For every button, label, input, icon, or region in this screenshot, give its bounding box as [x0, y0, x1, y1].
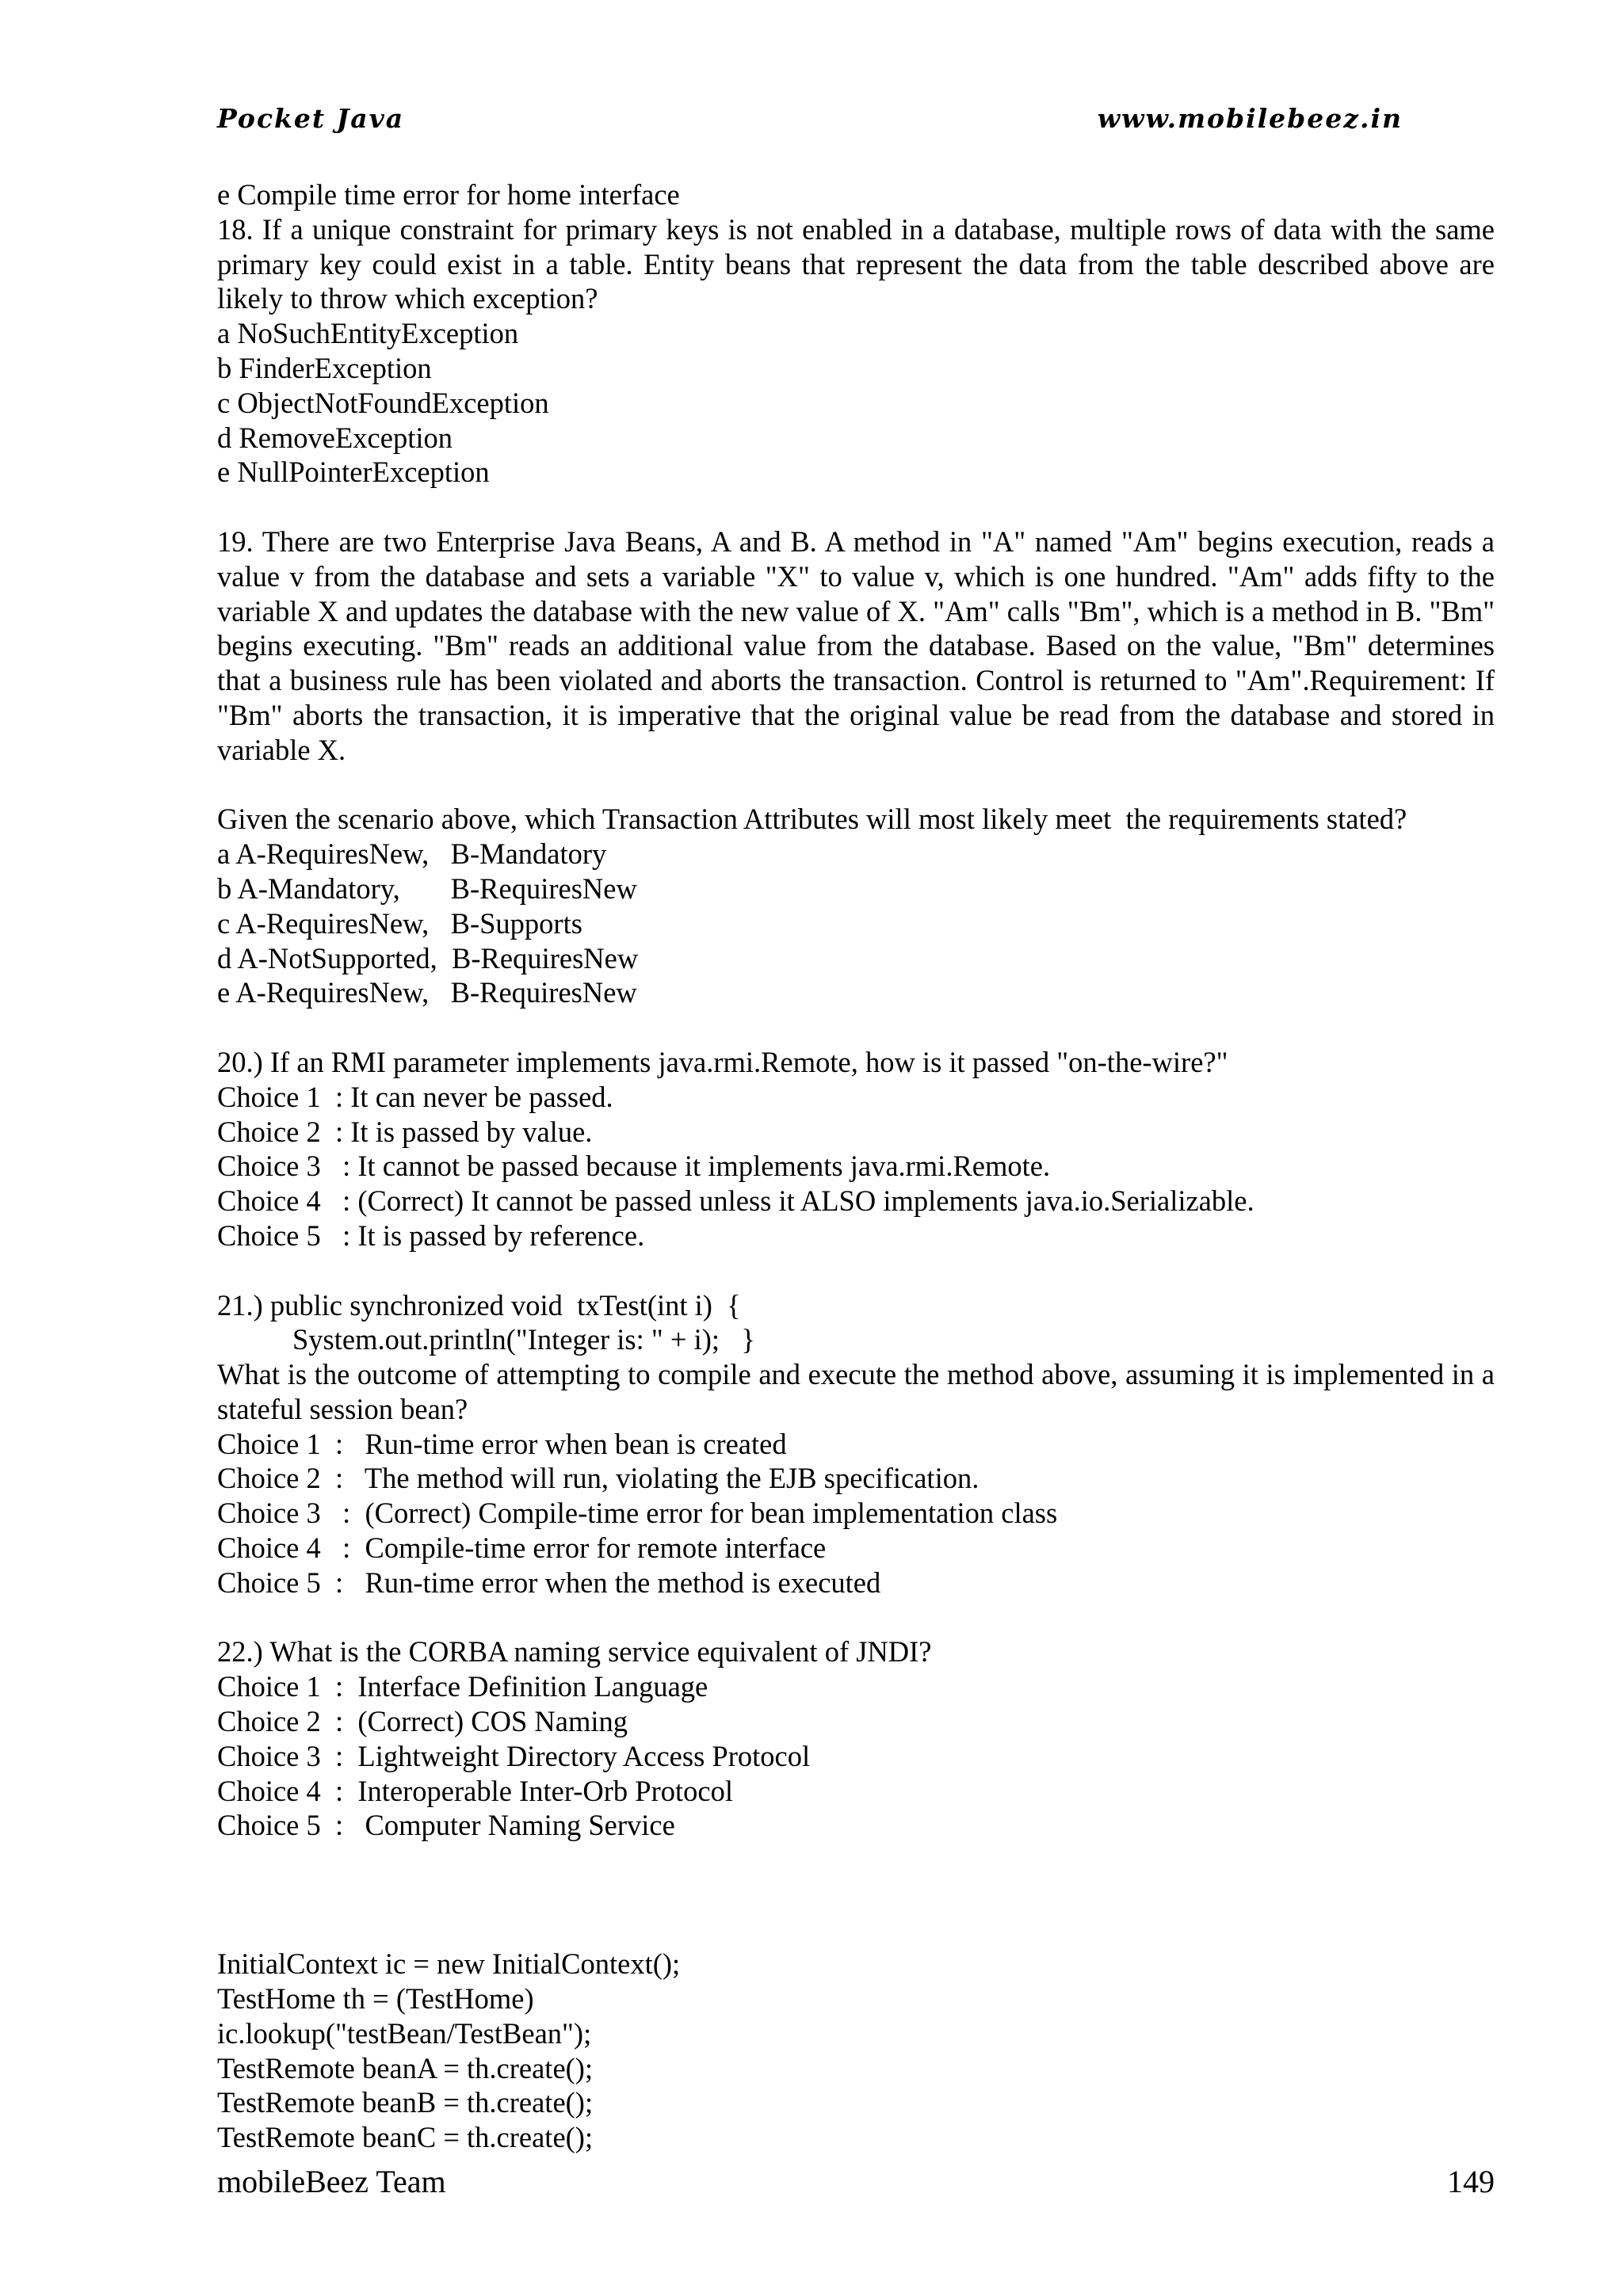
question-21-text: What is the outcome of attempting to compile and execute the method above, assuming it is implemented in a stateful session bean? [217, 1358, 1495, 1425]
question-21-choice-1: Choice 1 : Run-time error when bean is created [217, 1427, 787, 1460]
question-18-option-a: a NoSuchEntityException [217, 317, 519, 350]
header-title: Pocket Java [217, 103, 405, 134]
question-20-choice-2: Choice 2 : It is passed by value. [217, 1115, 593, 1148]
question-19-option-b: b A-Mandatory, B-RequiresNew [217, 871, 637, 905]
spacer [217, 1600, 1495, 1635]
question-22-text: 22.) What is the CORBA naming service equivalent of JNDI? [217, 1635, 932, 1669]
question-20-choice-4: Choice 4 : (Correct) It cannot be passed unless it ALSO implements java.io.Serializable. [217, 1184, 1254, 1218]
question-19-option-e: e A-RequiresNew, B-RequiresNew [217, 976, 637, 1009]
question-18-option-e: e NullPointerException [217, 456, 490, 489]
question-20-text: 20.) If an RMI parameter implements java.rmi.Remote, how is it passed "on-the-wire?" [217, 1045, 1228, 1078]
question-21-choice-5: Choice 5 : Run-time error when the method is executed [217, 1566, 881, 1599]
page-footer [217, 2163, 1495, 2203]
spacer [217, 1843, 1495, 1947]
question-20-choice-1: Choice 1 : It can never be passed. [217, 1080, 613, 1113]
spacer [217, 1010, 1495, 1045]
page-content [217, 177, 1495, 2155]
spacer [217, 490, 1495, 524]
question-21-choice-3: Choice 3 : (Correct) Compile-time error for bean implementation class [217, 1497, 1058, 1530]
code-line-4: TestRemote beanA = th.create(); [217, 2051, 594, 2084]
question-19-text: 19. There are two Enterprise Java Beans, A and B. A method in "A" named "Am" begins execution, reads a value v from the database and sets a variable "X" to value v, which is one hundred. "Am" adds fifty to the variable X and updates the database with the new value of X. "Am" calls "Bm", which is a method in B. "Bm" begins executing. "Bm" reads an additional value from the database. Based on the value, "Bm" determines that a business rule has been violated and aborts the transaction. Control is returned to "Am".Requirement: If "Bm" aborts the transaction, it is imperative that the original value be read from the database and stored in variable X. [217, 524, 1495, 766]
spacer [217, 1253, 1495, 1288]
question-20-choice-5: Choice 5 : It is passed by reference. [217, 1219, 645, 1252]
question-22-choice-3: Choice 3 : Lightweight Directory Access Protocol [217, 1739, 811, 1772]
question-22-choice-2: Choice 2 : (Correct) COS Naming [217, 1705, 628, 1738]
question-19-option-d: d A-NotSupported, B-RequiresNew [217, 941, 639, 974]
spacer [217, 768, 1495, 803]
question-21-code-line-2: System.out.println("Integer is: " + i); } [292, 1323, 755, 1356]
code-line-1: InitialContext ic = new InitialContext(); [217, 1947, 681, 1981]
page-header [217, 103, 1403, 151]
header-website: www.mobilebeez.in [1097, 103, 1403, 134]
page-number: 149 [1447, 2164, 1495, 2199]
question-22-choice-4: Choice 4 : Interoperable Inter-Orb Protocol [217, 1774, 733, 1807]
question-19-option-a: a A-RequiresNew, B-Mandatory [217, 837, 607, 871]
question-18-option-d: d RemoveException [217, 421, 453, 454]
question-21-code-line-1: 21.) public synchronized void txTest(int i) { [217, 1288, 741, 1322]
code-line-6: TestRemote beanC = th.create(); [217, 2121, 594, 2154]
code-line-2: TestHome th = (TestHome) [217, 1982, 534, 2016]
question-18-option-c: c ObjectNotFoundException [217, 386, 549, 419]
question-22-choice-5: Choice 5 : Computer Naming Service [217, 1809, 675, 1842]
question-21-choice-4: Choice 4 : Compile-time error for remote interface [217, 1531, 827, 1565]
question-19-question: Given the scenario above, which Transaction Attributes will most likely meet the requirements stated? [217, 803, 1407, 836]
question-18-text: 18. If a unique constraint for primary keys is not enabled in a database, multiple rows of data with the same primary key could exist in a table. Entity beans that represent the data from the table described above are likely to throw which exception? [217, 212, 1495, 315]
question-18-option-b: b FinderException [217, 351, 432, 384]
footer-team: mobileBeez Team [217, 2164, 446, 2199]
question-22-choice-1: Choice 1 : Interface Definition Language [217, 1670, 708, 1703]
code-line-3: ic.lookup("testBean/TestBean"); [217, 2016, 592, 2050]
question-21-choice-2: Choice 2 : The method will run, violating the EJB specification. [217, 1462, 980, 1495]
code-line-5: TestRemote beanB = th.create(); [217, 2086, 594, 2119]
question-19-option-c: c A-RequiresNew, B-Supports [217, 906, 582, 940]
previous-question-option-e: e Compile time error for home interface [217, 178, 680, 211]
question-20-choice-3: Choice 3 : It cannot be passed because it implements java.rmi.Remote. [217, 1150, 1051, 1183]
